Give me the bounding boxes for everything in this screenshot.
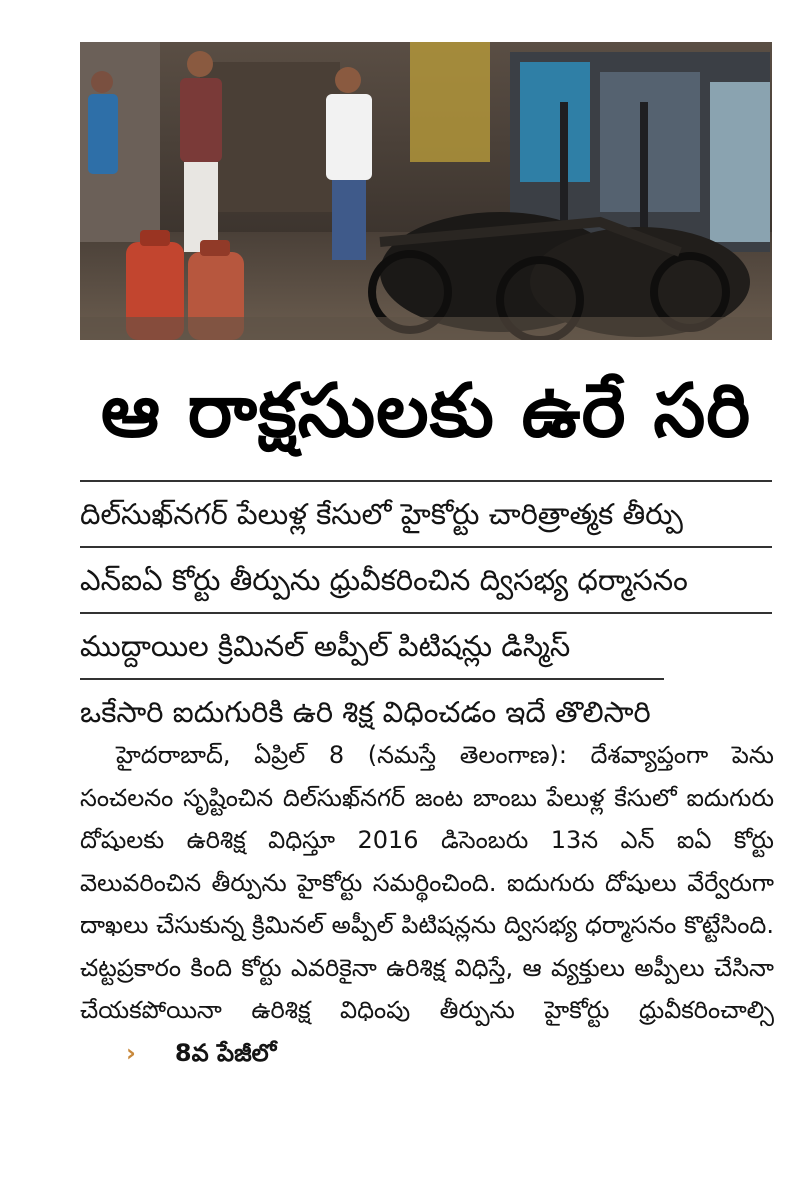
subheads xyxy=(80,480,772,744)
body-text: హైదరాబాద్, ఏప్రిల్ 8 (నమస్తే తెలంగాణ): దేశవ్యాప్తంగా పెను సంచలనం సృష్టించిన దిల్‌సుఖ్‌నగర్ జంట బాంబు పేలుళ్ల కేసులో ఐదుగురు దోషులకు ఉరిశిక్ష విధిస్తూ 2016 డిసెంబరు 13న ఎన్ ఐఏ కోర్టు వెలువరించిన తీర్పును హైకోర్టు సమర్థించింది. ఐదుగురు దోషులు వేర్వేరుగా దాఖలు చేసుకున్న క్రిమినల్ అప్పీల్ పిటిషన్లను ద్విసభ్య ధర్మాసనం కొట్టేసింది. చట్టప్రకారం కింది కోర్టు ఎవరికైనా ఉరిశిక్ష విధిస్తే, ఆ వ్యక్తులు అప్పీలు చేసినా చేయకపోయినా ఉరిశిక్ష విధింపు తీర్పును హైకోర్టు ధ్రువీకరించాల్సి xyxy=(80,741,774,1024)
headline: ఆ రాక్షసులకు ఉరే సరి xyxy=(100,368,752,454)
subhead-4: ఒకేసారి ఐదుగురికి ఉరి శిక్ష విధించడం ఇదే తొలిసారి xyxy=(80,694,651,729)
subhead-1: దిల్‌సుఖ్‌నగర్ పేలుళ్ల కేసులో హైకోర్టు చారిత్రాత్మక తీర్పు xyxy=(80,496,683,531)
continued-label: 8వ పేజీలో xyxy=(174,1038,277,1067)
article-body xyxy=(80,734,774,1074)
subhead-3: ముద్దాయిల క్రిమినల్ అప్పీల్ పిటిషన్లు డిస్మిస్ xyxy=(80,628,571,663)
news-photo xyxy=(80,42,772,340)
body-paragraph xyxy=(80,734,774,1074)
continued-link[interactable] xyxy=(90,1032,276,1075)
subhead-2: ఎన్‌ఐఏ కోర్టు తీర్పును ధ్రువీకరించిన ద్విసభ్య ధర్మాసనం xyxy=(80,562,688,597)
chevron-right-icon: › xyxy=(126,1038,136,1067)
